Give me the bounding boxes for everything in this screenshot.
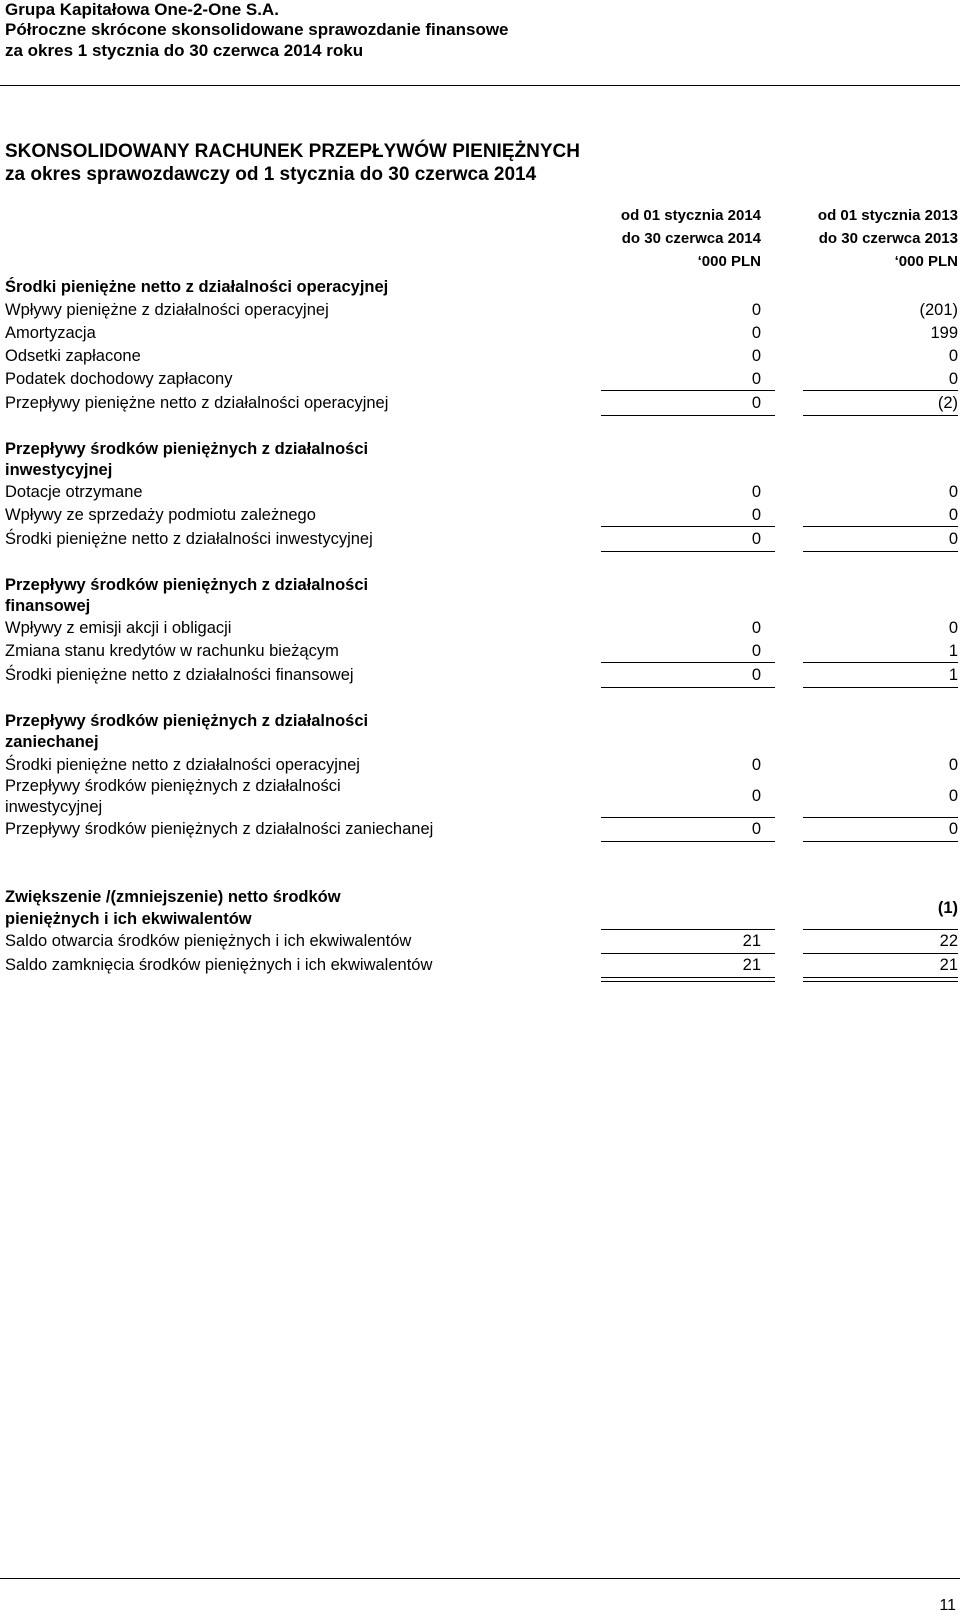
subtotal-rule (601, 526, 775, 527)
footer-divider (0, 1578, 960, 1579)
subtotal-rule (601, 953, 775, 954)
row-value-2014: 0 (751, 642, 761, 660)
row-value-2014: 0 (751, 347, 761, 365)
row-value-2014: 0 (751, 370, 761, 388)
total-rule (601, 841, 775, 842)
row-value-2013: 1 (948, 642, 958, 660)
row-value-2014: 0 (751, 756, 761, 774)
row-value-2013: 0 (948, 483, 958, 501)
section-heading-discontinued: Przepływy środków pieniężnych z działalności (5, 712, 369, 730)
row-value-2014: 21 (742, 932, 761, 950)
row-value-2013: 22 (939, 932, 958, 950)
net-change-value-2013: (1) (937, 899, 958, 917)
row-value-2013: 0 (948, 756, 958, 774)
row-label: Podatek dochodowy zapłacony (5, 370, 233, 388)
row-value-2014: 0 (751, 394, 761, 412)
row-label: Wpływy z emisji akcji i obligacji (5, 619, 232, 637)
section-heading-investing-cont: inwestycyjnej (5, 461, 113, 479)
subtotal-rule (803, 953, 958, 954)
page-title: SKONSOLIDOWANY RACHUNEK PRZEPŁYWÓW PIENIĘŻNYCH (5, 141, 580, 162)
subtotal-rule (601, 390, 775, 391)
column-unit: ‘000 PLN (894, 253, 958, 270)
row-value-2013: 0 (948, 619, 958, 637)
row-value-2014: 0 (751, 666, 761, 684)
total-rule (601, 687, 775, 688)
row-label: Przepływy środków pieniężnych z działalności (5, 777, 341, 795)
row-label: Saldo zamknięcia środków pieniężnych i ich ekwiwalentów (5, 956, 433, 974)
row-value-2013: 21 (939, 956, 958, 974)
row-label: Środki pieniężne netto z działalności finansowej (5, 666, 354, 684)
total-rule (803, 841, 958, 842)
double-total-rule (601, 977, 775, 982)
row-value-2013: 0 (948, 347, 958, 365)
row-value-2013: (201) (919, 301, 958, 319)
total-rule (803, 687, 958, 688)
row-label: Przepływy środków pieniężnych z działalności zaniechanej (5, 820, 434, 838)
report-period: za okres 1 stycznia do 30 czerwca 2014 roku (5, 41, 364, 60)
row-label: Wpływy ze sprzedaży podmiotu zależnego (5, 506, 316, 524)
section-heading-financing: Przepływy środków pieniężnych z działalności (5, 576, 369, 594)
net-change-label: Zwiększenie /(zmniejszenie) netto środków (5, 888, 341, 906)
page-number: 11 (939, 1597, 956, 1614)
total-rule (803, 415, 958, 416)
subtotal-rule (601, 929, 775, 930)
row-label: Amortyzacja (5, 324, 96, 342)
row-label: Saldo otwarcia środków pieniężnych i ich ekwiwalentów (5, 932, 412, 950)
subtotal-rule (803, 390, 958, 391)
row-value-2013: 199 (930, 324, 958, 342)
subtotal-rule (803, 817, 958, 818)
column-unit: ‘000 PLN (697, 253, 761, 270)
subtotal-rule (803, 929, 958, 930)
row-label: Dotacje otrzymane (5, 483, 143, 501)
company-name: Grupa Kapitałowa One-2-One S.A. (5, 0, 279, 19)
header-divider (0, 85, 960, 86)
row-value-2014: 0 (751, 324, 761, 342)
row-value-2014: 0 (751, 483, 761, 501)
row-label: Środki pieniężne netto z działalności operacyjnej (5, 756, 360, 774)
row-value-2013: 0 (948, 370, 958, 388)
report-name: Półroczne skrócone skonsolidowane sprawozdanie finansowe (5, 20, 509, 39)
subtotal-rule (601, 817, 775, 818)
net-change-label-cont: pieniężnych i ich ekwiwalentów (5, 910, 252, 928)
row-value-2014: 0 (751, 619, 761, 637)
row-value-2013: (2) (937, 394, 958, 412)
row-value-2014: 0 (751, 787, 761, 805)
total-rule (601, 415, 775, 416)
total-rule (601, 551, 775, 552)
row-label: Przepływy pieniężne netto z działalności operacyjnej (5, 394, 389, 412)
row-label: Środki pieniężne netto z działalności inwestycyjnej (5, 530, 373, 548)
section-heading-discontinued-cont: zaniechanej (5, 733, 99, 751)
section-heading-financing-cont: finansowej (5, 597, 91, 615)
column-to: do 30 czerwca 2014 (621, 230, 761, 247)
subtotal-rule (803, 526, 958, 527)
column-to: do 30 czerwca 2013 (818, 230, 958, 247)
row-value-2014: 0 (751, 530, 761, 548)
row-value-2014: 0 (751, 820, 761, 838)
row-value-2013: 1 (948, 666, 958, 684)
subtotal-rule (601, 662, 775, 663)
row-value-2014: 0 (751, 506, 761, 524)
row-label: Zmiana stanu kredytów w rachunku bieżącym (5, 642, 339, 660)
section-heading-operating: Środki pieniężne netto z działalności operacyjnej (5, 278, 389, 296)
row-label: Wpływy pieniężne z działalności operacyjnej (5, 301, 329, 319)
subtotal-rule (803, 662, 958, 663)
row-label-cont: inwestycyjnej (5, 798, 103, 816)
row-value-2013: 0 (948, 787, 958, 805)
row-value-2013: 0 (948, 506, 958, 524)
section-heading-investing: Przepływy środków pieniężnych z działalności (5, 440, 369, 458)
row-value-2014: 21 (742, 956, 761, 974)
column-from: od 01 stycznia 2014 (620, 207, 761, 224)
row-value-2014: 0 (751, 301, 761, 319)
column-from: od 01 stycznia 2013 (817, 207, 958, 224)
page-subtitle: za okres sprawozdawczy od 1 stycznia do 30 czerwca 2014 (5, 164, 537, 185)
row-value-2013: 0 (948, 820, 958, 838)
row-label: Odsetki zapłacone (5, 347, 141, 365)
row-value-2013: 0 (948, 530, 958, 548)
total-rule (803, 551, 958, 552)
double-total-rule (803, 977, 958, 982)
